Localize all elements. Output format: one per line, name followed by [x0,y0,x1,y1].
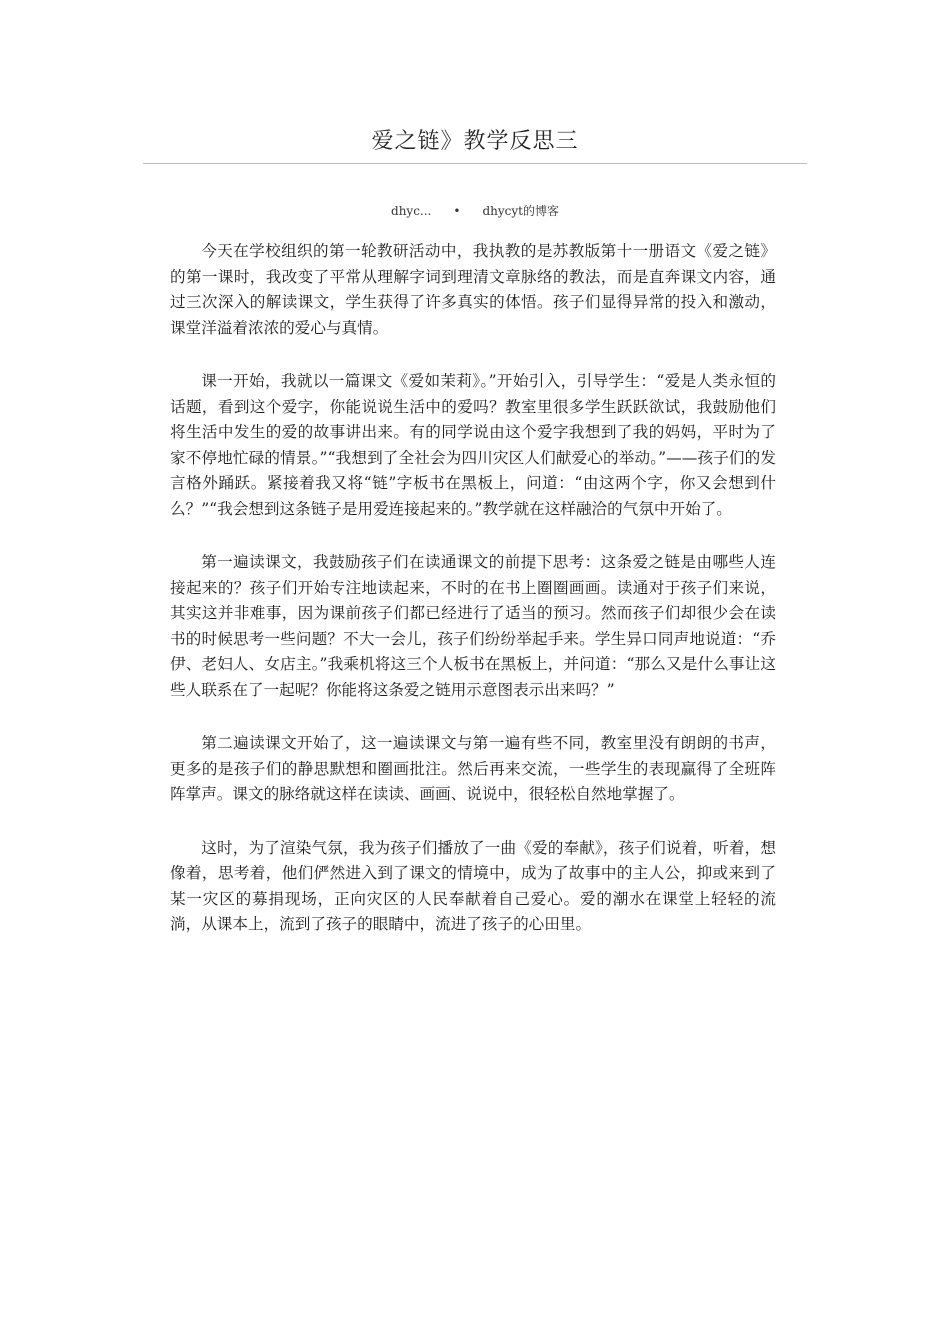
paragraph-4: 第二遍读课文开始了，这一遍读课文与第一遍有些不同，教室里没有朗朗的书声，更多的是孩子们的静思默想和圈画批注。然后再来交流，一些学生的表现赢得了全班阵阵掌声。课文的脉络就这样在读读、画画、说说中，很轻松自然地掌握了。 [170,734,776,803]
paragraph-3: 第一遍读课文，我鼓励孩子们在读通课文的前提下思考：这条爱之链是由哪些人连接起来的？孩子们开始专注地读起来，不时的在书上圈圈画画。读通对于孩子们来说，其实这并非难事，因为课前孩子们都已经进行了适当的预习。然而孩子们却很少会在读书的时候思考一些问题？不大一会儿，孩子们纷纷举起手来。学生异口同声地说道：“乔伊、老妇人、女店主。”我乘机将这三个人板书在黑板上，并问道：“那么又是什么事让这些人联系在了一起呢？你能将这条爱之链用示意图表示出来吗？” [170,553,776,699]
blog-link[interactable]: dhycyt的博客 [482,204,559,218]
author-link[interactable]: dhyc... [391,204,432,218]
paragraph-2: 课一开始，我就以一篇课文《爱如茉莉》。”开始引入，引导学生：“爱是人类永恒的话题，看到这个爱字，你能说说生活中的爱吗？教室里很多学生跃跃欲试，我鼓励他们将生活中发生的爱的故事讲出来。有的同学说由这个爱字我想到了我的妈妈，平时为了家不停地忙碌的情景。”“我想到了全社会为四川灾区人们献爱心的举动。”——孩子们的发言格外踊跃。紧接着我又将“链”字板书在黑板上，问道：“由这两个字，你又会想到什么？”“我会想到这条链子是用爱连接起来的。”教学就在这样融洽的气氛中开始了。 [170,372,776,518]
byline-separator: • [453,204,461,218]
paragraph-5: 这时，为了渲染气氛，我为孩子们播放了一曲《爱的奉献》，孩子们说着，听着，想像着，思考着，他们俨然进入到了课文的情境中，成为了故事中的主人公，抑或来到了某一灾区的募捐现场，正向灾区的人民奉献着自己爱心。爱的潮水在课堂上轻轻的流淌，从课本上，流到了孩子的眼睛中，流进了孩子的心田里。 [170,838,776,933]
page-title: 爱之链》教学反思三 [371,129,579,154]
paragraph-1: 今天在学校组织的第一轮教研活动中，我执教的是苏教版第十一册语文《爱之链》的第一课时，我改变了平常从理解字词到理清文章脉络的教法，而是直奔课文内容，通过三次深入的解读课文，学生获得了许多真实的体悟。孩子们显得异常的投入和激动，课堂洋溢着浓浓的爱心与真情。 [170,242,776,337]
byline [0,201,950,221]
article-body [170,239,776,966]
title-divider [143,163,807,164]
